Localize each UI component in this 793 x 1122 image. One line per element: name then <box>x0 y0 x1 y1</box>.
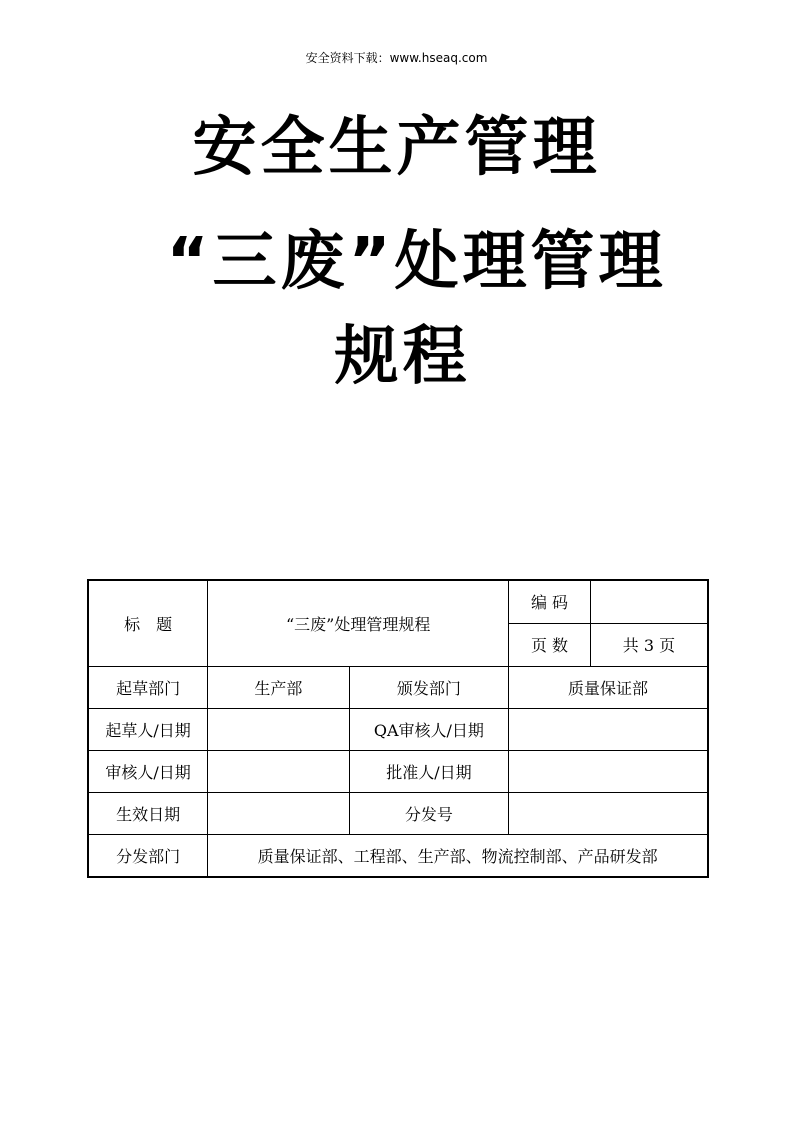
draft-dept-value-cell: 生产部 <box>208 666 350 708</box>
drafter-label-cell: 起草人/日期 <box>88 708 208 750</box>
dist-no-value-cell <box>509 792 708 834</box>
title-label-cell: 标 题 <box>88 580 208 666</box>
code-label-cell: 编 码 <box>509 580 591 623</box>
document-control-table <box>87 579 709 878</box>
issue-dept-value-cell: 质量保证部 <box>509 666 708 708</box>
effective-date-value-cell <box>208 792 350 834</box>
document-title-line-1: 安全生产管理 <box>192 111 601 185</box>
approver-value-cell <box>509 750 708 792</box>
title-value-cell: “三废”处理管理规程 <box>208 580 509 666</box>
issue-dept-label-cell: 颁发部门 <box>349 666 508 708</box>
qa-label-cell: QA审核人/日期 <box>349 708 508 750</box>
dist-dept-value-cell: 质量保证部、工程部、生产部、物流控制部、产品研发部 <box>208 834 708 877</box>
effective-date-label-cell: 生效日期 <box>88 792 208 834</box>
reviewer-label-cell: 审核人/日期 <box>88 750 208 792</box>
approver-label-cell: 批准人/日期 <box>349 750 508 792</box>
document-title-line-3: 规程 <box>334 320 471 394</box>
drafter-value-cell <box>208 708 350 750</box>
qa-value-cell <box>509 708 708 750</box>
pages-label-cell: 页 数 <box>509 623 591 666</box>
pages-value-cell: 共 3 页 <box>590 623 708 666</box>
draft-dept-label-cell: 起草部门 <box>88 666 208 708</box>
dist-no-label-cell: 分发号 <box>349 792 508 834</box>
page-header: 安全资料下载：www.hseaq.com <box>305 51 488 65</box>
document-title-line-2: “三废”处理管理 <box>166 225 667 299</box>
dist-dept-label-cell: 分发部门 <box>88 834 208 877</box>
code-value-cell <box>590 580 708 623</box>
reviewer-value-cell <box>208 750 350 792</box>
